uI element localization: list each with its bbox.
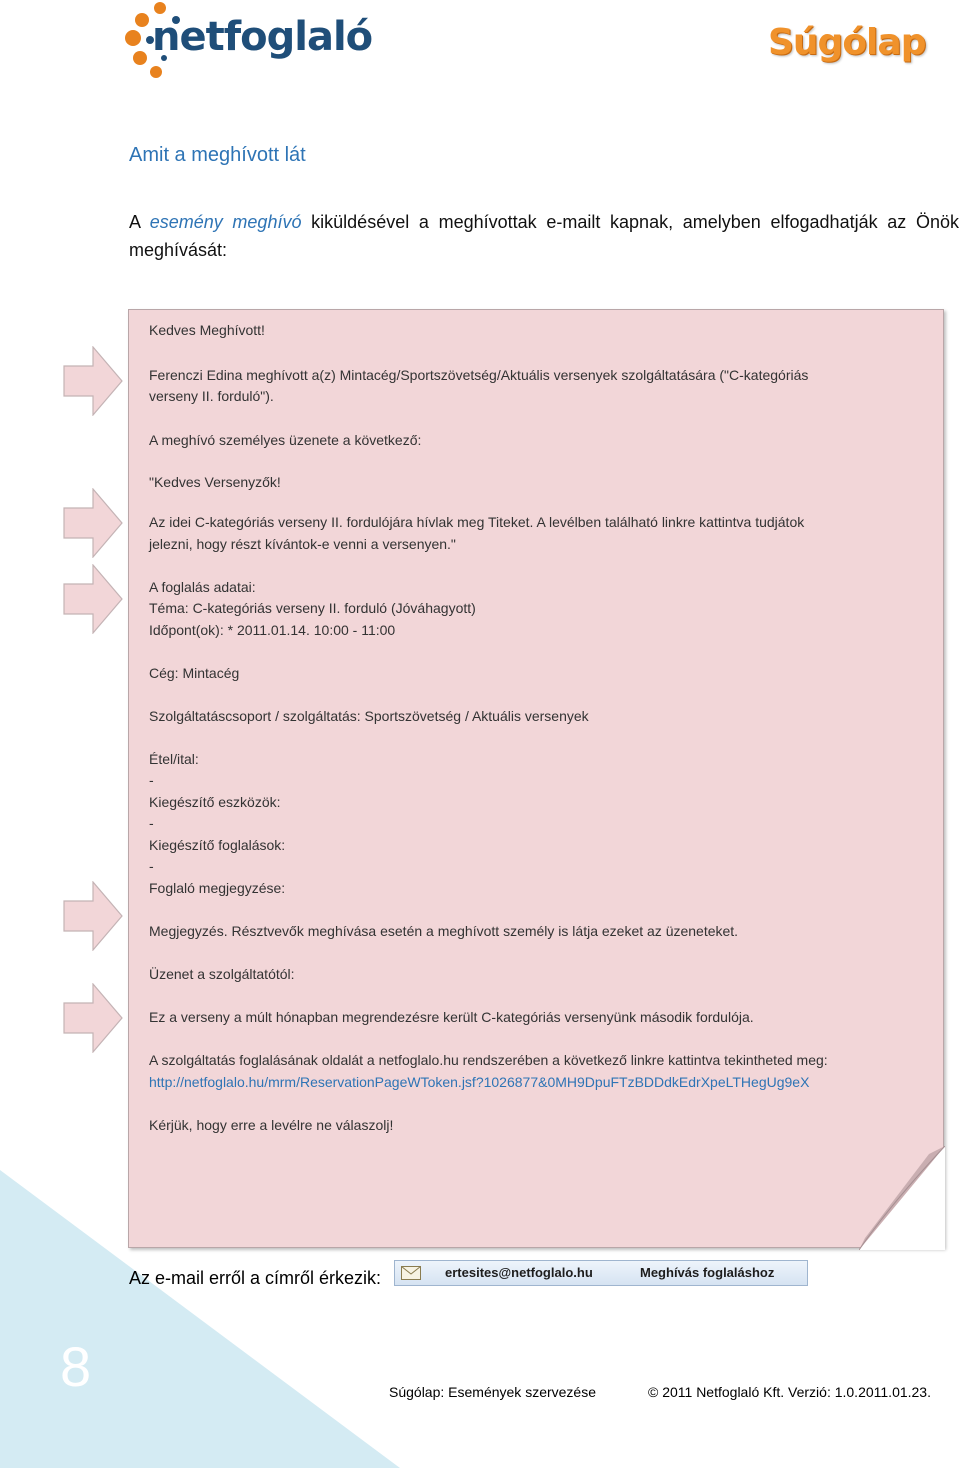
callout-arrow-icon	[63, 564, 123, 634]
reservation-link[interactable]: http://netfoglalo.hu/mrm/ReservationPageWToken.jsf?1026877&0MH9DpuFTzBDDdkEdrXpeLTHegUg9eX	[149, 1074, 810, 1090]
page-header-title: Súgólap	[768, 22, 926, 63]
email-line: "Kedves Versenyzők!	[149, 474, 281, 490]
envelope-icon	[401, 1266, 421, 1280]
email-greeting: Kedves Meghívott!	[149, 322, 265, 338]
intro-emphasis: esemény meghívó	[149, 212, 302, 232]
email-line: A szolgáltatás foglalásának oldalát a netfoglalo.hu rendszerében a következő linkre kattintva tekintheted meg:	[149, 1052, 828, 1068]
section-heading: Amit a meghívott lát	[129, 144, 306, 166]
intro-after: kiküldésével a meghívottak e-mailt kapnak, amelyben elfogadhatják az Önök meghívását:	[129, 212, 959, 260]
email-line: Az idei C-kategóriás verseny II. fordulójára hívlak meg Titeket. A levélben található linkre kattintva tudjátok	[149, 514, 805, 530]
email-line: Megjegyzés. Résztvevők meghívása esetén a meghívott személy is látja ezeket az üzeneteket.	[149, 923, 739, 939]
email-closing: Kérjük, hogy erre a levélre ne válaszolj!	[149, 1117, 394, 1133]
email-line: -	[149, 815, 154, 831]
email-subject: Meghívás foglaláshoz	[640, 1265, 775, 1280]
email-line: A foglalás adatai:	[149, 579, 256, 595]
email-line: Kiegészítő eszközök:	[149, 794, 281, 810]
email-line: Szolgáltatáscsoport / szolgáltatás: Sportszövetség / Aktuális versenyek	[149, 708, 589, 724]
sender-address: ertesites@netfoglalo.hu	[445, 1265, 593, 1280]
email-line: A meghívó személyes üzenete a következő:	[149, 432, 422, 448]
intro-before: A	[129, 212, 150, 232]
email-line: Ez a verseny a múlt hónapban megrendezésre került C-kategóriás versenyünk második fordulója.	[149, 1009, 754, 1025]
email-line: Foglaló megjegyzése:	[149, 880, 286, 896]
folded-corner	[859, 1146, 945, 1250]
email-line: Üzenet a szolgáltatótól:	[149, 966, 295, 982]
email-line: Kiegészítő foglalások:	[149, 837, 286, 853]
email-line: Cég: Mintacég	[149, 665, 240, 681]
callout-arrow-icon	[63, 881, 123, 951]
footer-copyright: © 2011 Netfoglaló Kft. Verzió: 1.0.2011.01.23.	[648, 1384, 931, 1400]
page-number: 8	[60, 1335, 92, 1398]
intro-paragraph	[129, 208, 959, 264]
email-line: Téma: C-kategóriás verseny II. forduló (Jóváhagyott)	[149, 600, 476, 616]
footer-section-title: Súgólap: Események szervezése	[389, 1384, 596, 1400]
email-line: -	[149, 772, 154, 788]
callout-arrow-icon	[63, 346, 123, 416]
email-line: Ferenczi Edina meghívott a(z) Mintacég/Sportszövetség/Aktuális versenyek szolgáltatására ("C-kategóriás	[149, 367, 809, 383]
email-line: Étel/ital:	[149, 751, 199, 767]
email-line: jelezni, hogy részt kívántok-e venni a versenyen."	[149, 536, 456, 552]
email-line: verseny II. forduló").	[149, 388, 274, 404]
email-source-label: Az e-mail erről a címről érkezik:	[129, 1268, 382, 1288]
callout-arrow-icon	[63, 488, 123, 558]
email-line: Időpont(ok): * 2011.01.14. 10:00 - 11:00	[149, 622, 396, 638]
logo-wordmark: netfoglaló	[152, 14, 373, 60]
callout-arrow-icon	[63, 983, 123, 1053]
email-preview-note	[128, 309, 944, 1248]
email-line: -	[149, 858, 154, 874]
email-header-strip	[394, 1260, 808, 1286]
